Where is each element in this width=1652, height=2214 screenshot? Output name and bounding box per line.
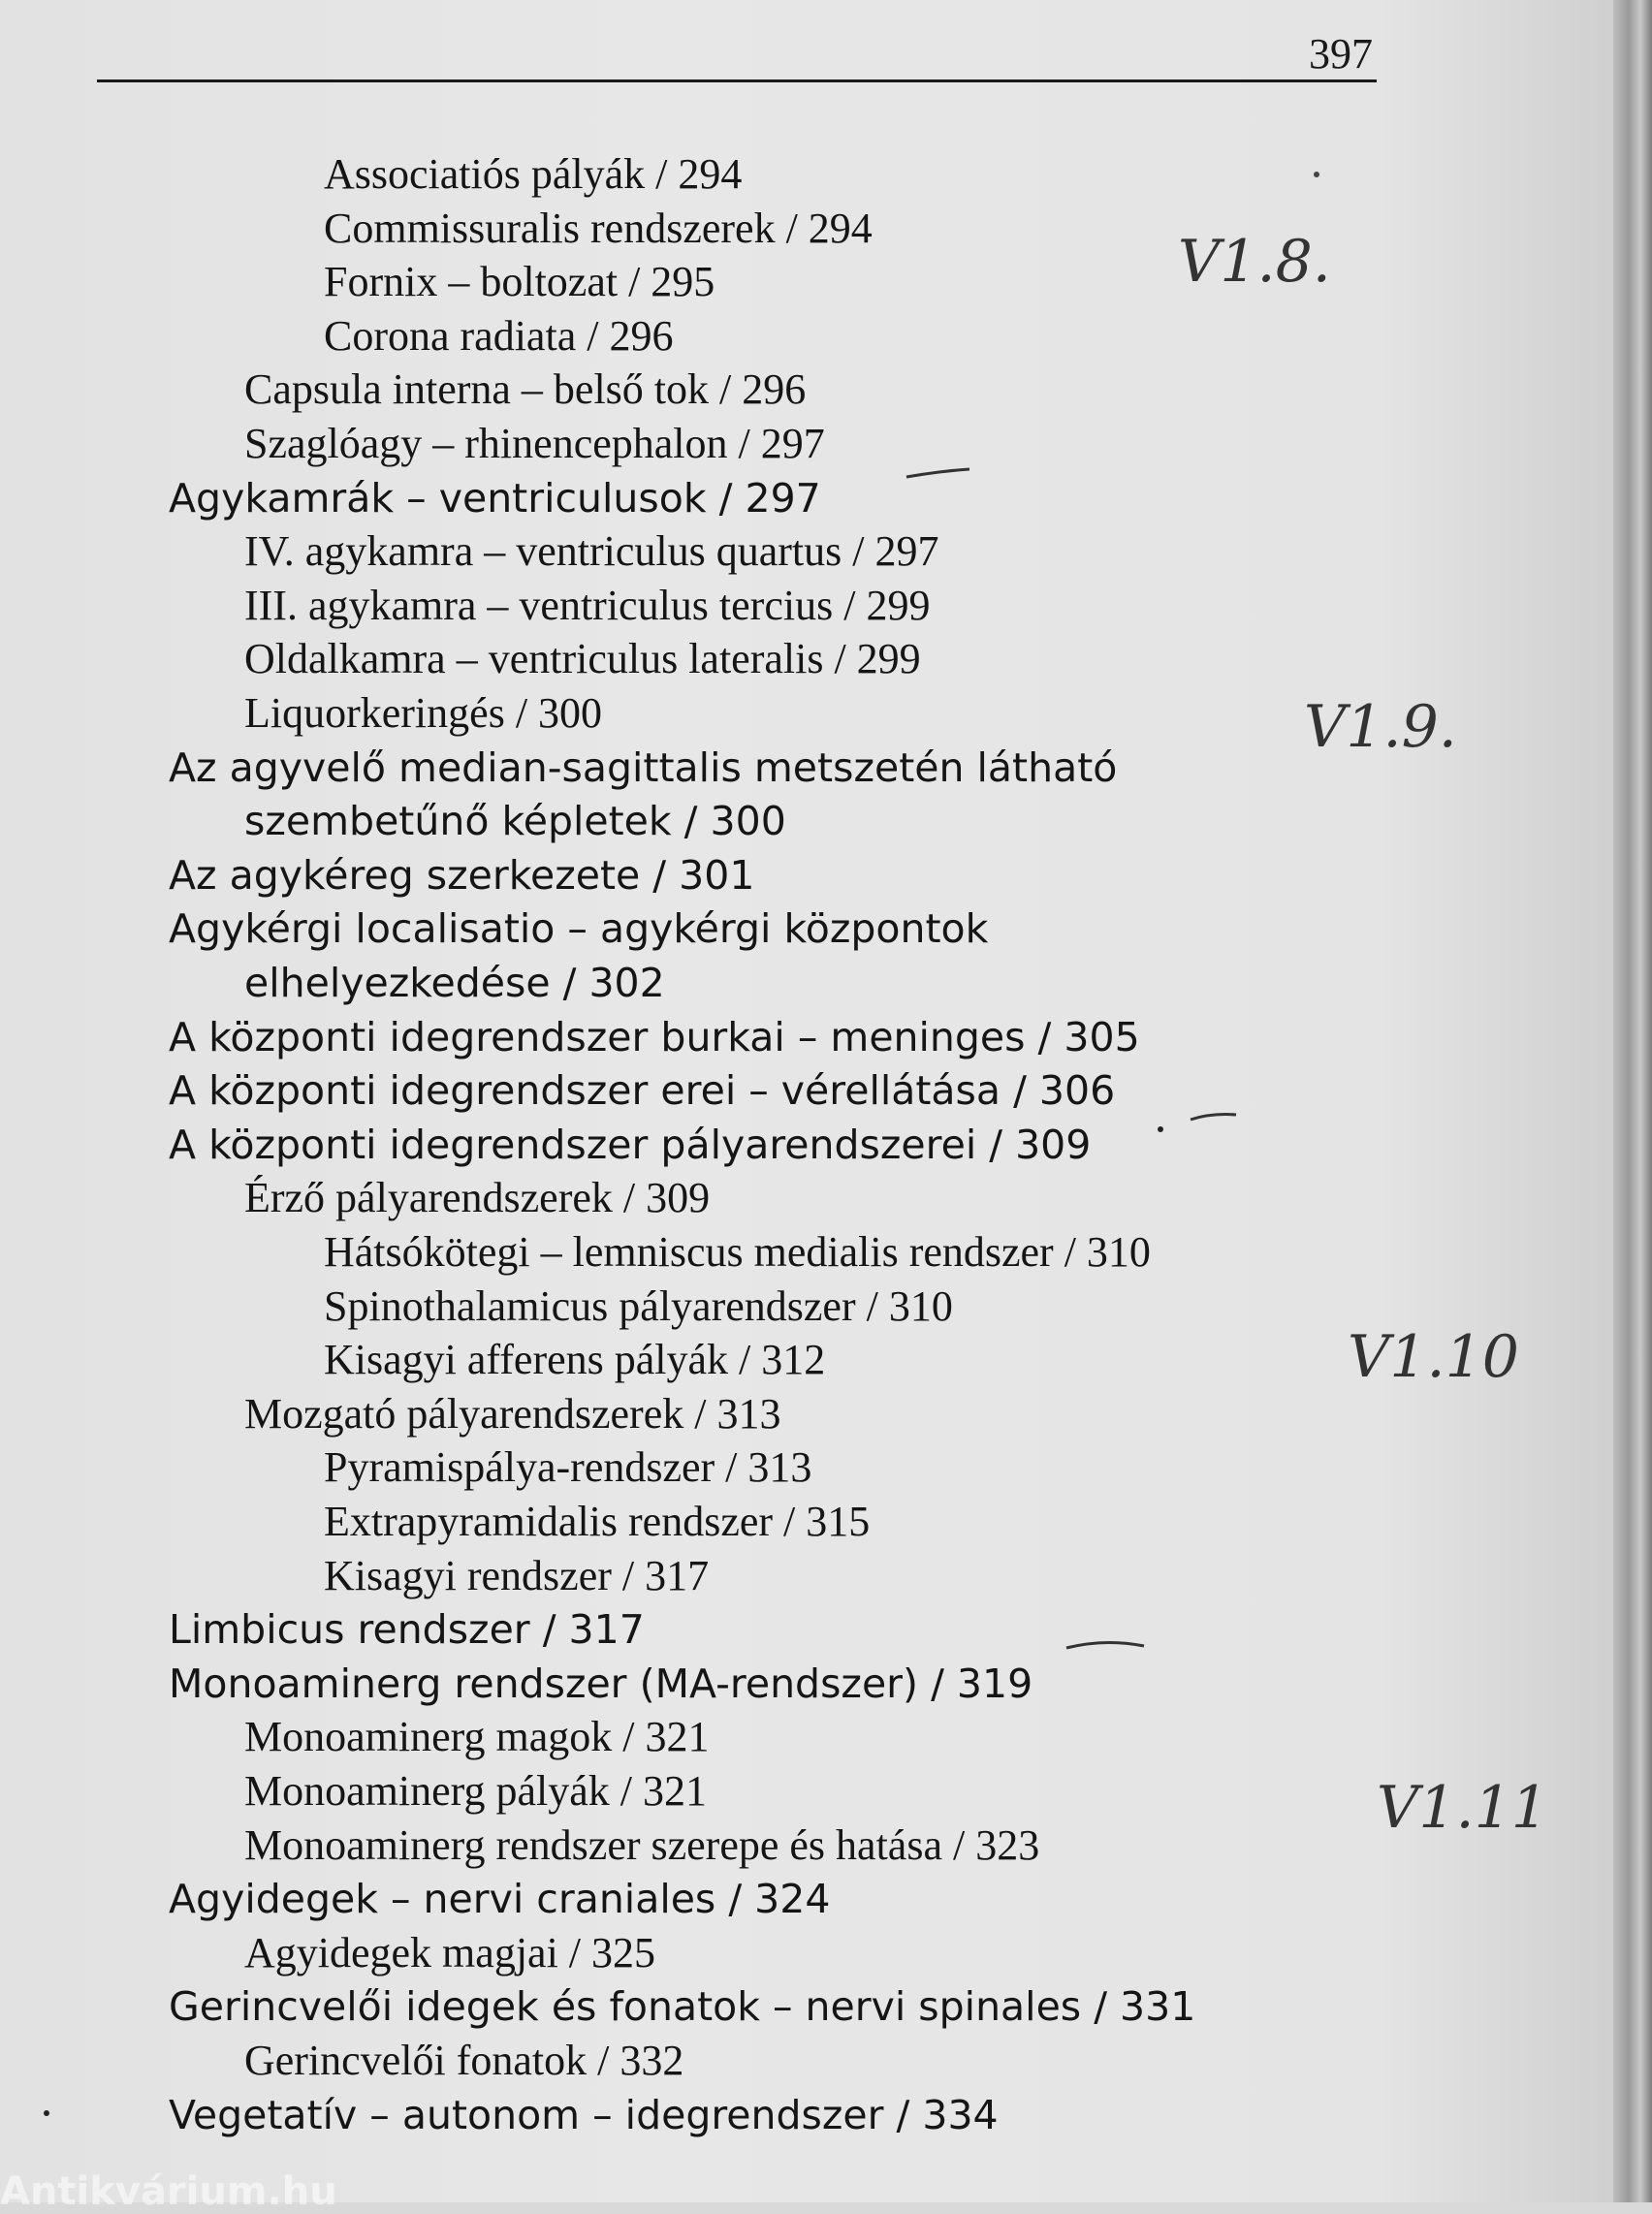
toc-entry: Spinothalamicus pályarendszer / 310 (324, 1282, 953, 1330)
toc-entry: Vegetatív – autonom – idegrendszer / 334 (169, 2092, 999, 2138)
toc-entry: Oldalkamra – ventriculus lateralis / 299 (244, 635, 921, 682)
toc-entry: Agykamrák – ventriculusok / 297 (169, 475, 821, 522)
toc-entry: szembetűnő képletek / 300 (244, 798, 786, 844)
watermark: Antikvárium.hu (0, 2169, 337, 2214)
toc-entry: Hátsókötegi – lemniscus medialis rendszer / 310 (324, 1228, 1151, 1276)
handwritten-note: V1.10 (1348, 1323, 1519, 1391)
toc-entry: Limbicus rendszer / 317 (169, 1606, 645, 1653)
toc-entry: A központi idegrendszer burkai – meninges / 305 (169, 1014, 1140, 1060)
handwritten-note: V1.9. (1304, 693, 1457, 761)
handwritten-note: V1.11 (1377, 1774, 1548, 1842)
toc-entry: Agykérgi localisatio – agykérgi központok (169, 905, 989, 952)
toc-entry: Corona radiata / 296 (324, 312, 674, 360)
toc-entry: Mozgató pályarendszerek / 313 (244, 1390, 781, 1438)
toc-entry: Az agykéreg szerkezete / 301 (169, 852, 755, 899)
toc-entry: Kisagyi afferens pályák / 312 (324, 1336, 826, 1383)
toc-entry: Monoaminerg rendszer (MA-rendszer) / 319 (169, 1660, 1033, 1707)
toc-entry: Gerincvelői fonatok / 332 (244, 2037, 684, 2084)
toc-entry: Monoaminerg magok / 321 (244, 1713, 710, 1760)
handwritten-note: V1.8. (1178, 228, 1331, 296)
toc-entry: Liquorkeringés / 300 (244, 689, 603, 737)
toc-entry: IV. agykamra – ventriculus quartus / 297 (244, 527, 939, 575)
toc-entry: Capsula interna – belső tok / 296 (244, 365, 807, 413)
toc-entry: Pyramispálya-rendszer / 313 (324, 1443, 812, 1491)
toc-entry: elhelyezkedése / 302 (244, 960, 665, 1006)
toc-entry: Monoaminerg pályák / 321 (244, 1767, 707, 1815)
toc-entry: III. agykamra – ventriculus tercius / 299 (244, 582, 931, 629)
toc-entry: Agyidegek – nervi craniales / 324 (169, 1876, 831, 1922)
toc-entry: Érző pályarendszerek / 309 (244, 1174, 711, 1221)
page-number: 397 (1309, 30, 1373, 78)
toc-entry: Kisagyi rendszer / 317 (324, 1552, 710, 1599)
toc-entry: A központi idegrendszer erei – vérellátása / 306 (169, 1067, 1116, 1114)
toc-entry: Extrapyramidalis rendszer / 315 (324, 1498, 871, 1545)
toc-entry: A központi idegrendszer pályarendszerei / 309 (169, 1122, 1092, 1168)
toc-entry: Gerincvelői idegek és fonatok – nervi spinales / 331 (169, 1983, 1196, 2030)
toc-entry: Commissuralis rendszerek / 294 (324, 205, 873, 252)
toc-entry: Fornix – boltozat / 295 (324, 258, 715, 305)
toc-entry: Monoaminerg rendszer szerepe és hatása / 323 (244, 1821, 1040, 1869)
toc-entry: Szaglóagy – rhinencephalon / 297 (244, 420, 825, 467)
toc-entry: Associatiós pályák / 294 (324, 150, 743, 198)
toc-entry: Az agyvelő median-sagittalis metszetén látható (169, 744, 1118, 791)
toc-entry: Agyidegek magjai / 325 (244, 1929, 656, 1977)
